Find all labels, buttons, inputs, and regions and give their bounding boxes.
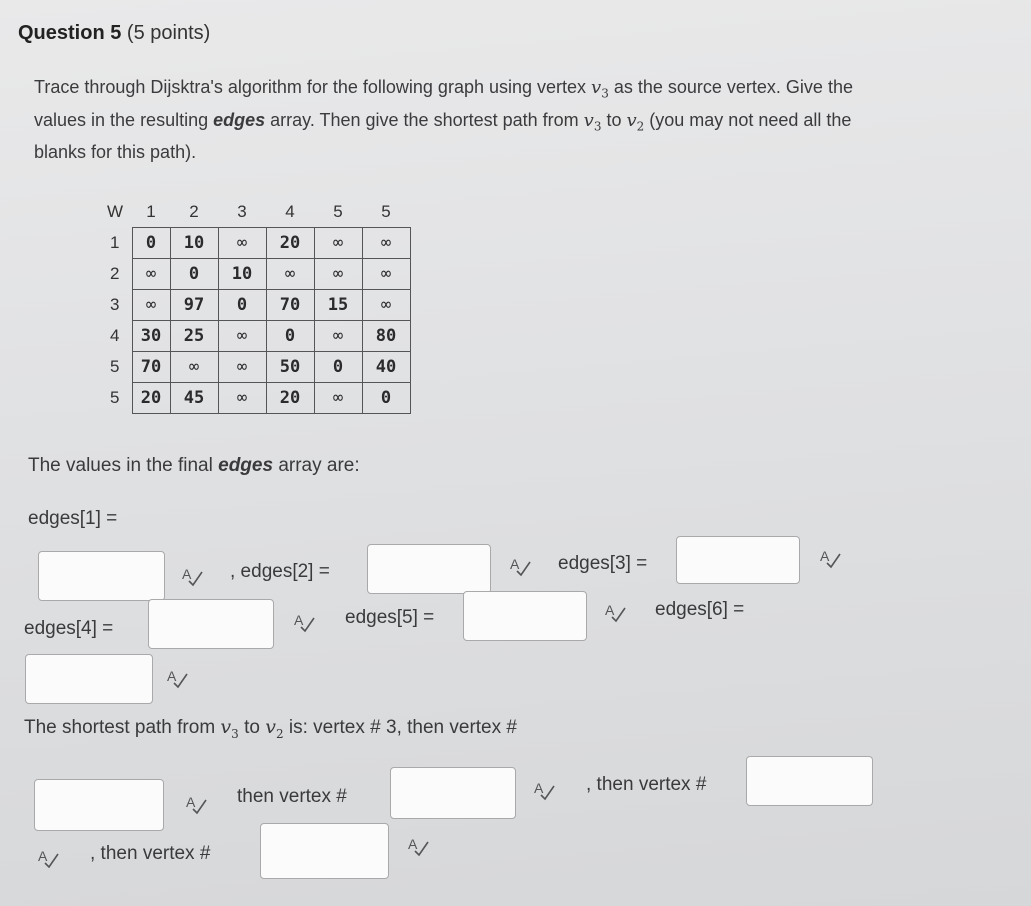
table-cell: ∞ xyxy=(314,259,362,290)
table-cell: ∞ xyxy=(218,352,266,383)
edges3-label: edges[3] = xyxy=(558,553,648,574)
prompt-text: (you may not need all the blanks for this path). xyxy=(34,109,852,163)
spellcheck-icon[interactable] xyxy=(165,666,189,690)
column-header: 4 xyxy=(285,202,295,221)
table-row xyxy=(98,228,410,259)
table-row xyxy=(98,383,410,414)
spellcheck-icon[interactable] xyxy=(532,778,556,802)
edges1-label: edges[1] = xyxy=(28,508,118,529)
edges6-input[interactable] xyxy=(25,654,153,704)
vertex-symbol: $v_3$ xyxy=(583,109,602,134)
column-header: 2 xyxy=(189,202,199,221)
table-row xyxy=(98,352,410,383)
question-prompt: Trace through Dijsktra's algorithm for the following graph using vertex $v_3$ as the source vertex. Give the values in the resulting edges array. Then give the shortest path from $v_3$ to $v_2$ (you may not need all the blanks for this path). xyxy=(34,77,853,163)
table-cell: 80 xyxy=(362,321,410,352)
table-cell: 70 xyxy=(132,352,170,383)
edges3-input[interactable] xyxy=(676,536,800,584)
svg-text:A: A xyxy=(820,548,830,564)
svg-text:A: A xyxy=(186,794,196,810)
table-cell: 25 xyxy=(170,321,218,352)
spellcheck-icon[interactable] xyxy=(406,834,430,858)
edges5-label: edges[5] = xyxy=(345,607,435,628)
table-cell: 0 xyxy=(314,352,362,383)
svg-text:A: A xyxy=(510,556,520,572)
table-cell: ∞ xyxy=(170,352,218,383)
question-points: (5 points) xyxy=(126,22,211,44)
table-cell: ∞ xyxy=(362,228,410,259)
svg-text:A: A xyxy=(294,612,304,628)
column-header: 5 xyxy=(333,202,343,221)
edges-heading: The values in the final edges array are: xyxy=(28,455,360,476)
table-cell: 70 xyxy=(266,290,314,321)
weight-table xyxy=(98,197,411,414)
edges2-label: , edges[2] = xyxy=(230,561,330,582)
row-header: 2 xyxy=(110,264,120,283)
spellcheck-icon[interactable] xyxy=(603,600,627,624)
svg-text:A: A xyxy=(38,848,48,864)
table-corner: W xyxy=(106,202,124,222)
column-header: 1 xyxy=(146,202,156,221)
spellcheck-icon[interactable] xyxy=(292,610,316,634)
svg-text:A: A xyxy=(408,836,418,852)
path-vertex-input-4[interactable] xyxy=(260,823,389,879)
row-header: 5 xyxy=(110,388,120,407)
table-cell: 10 xyxy=(218,259,266,290)
table-row xyxy=(98,321,410,352)
table-cell: 0 xyxy=(266,321,314,352)
path-prompt: The shortest path from $v_3$ to $v_2$ is: vertex # 3, then vertex # xyxy=(24,716,517,741)
row-header: 4 xyxy=(110,326,120,345)
path-vertex-input-2[interactable] xyxy=(390,767,516,819)
edges5-input[interactable] xyxy=(463,591,587,641)
table-cell: ∞ xyxy=(362,290,410,321)
question-title xyxy=(18,22,210,45)
spellcheck-icon[interactable] xyxy=(36,846,60,870)
table-cell: 45 xyxy=(170,383,218,414)
then-vertex-label: then vertex # xyxy=(237,786,347,807)
edges6-label: edges[6] = xyxy=(655,599,745,620)
vertex-symbol: $v_3$ xyxy=(591,77,609,101)
column-header: 3 xyxy=(237,202,247,221)
table-cell: 15 xyxy=(314,290,362,321)
table-cell: 30 xyxy=(132,321,170,352)
spellcheck-icon[interactable] xyxy=(508,554,532,578)
table-cell: ∞ xyxy=(218,228,266,259)
table-cell: 0 xyxy=(362,383,410,414)
column-header: 5 xyxy=(381,202,391,221)
spellcheck-icon[interactable] xyxy=(184,792,208,816)
edges4-label: edges[4] = xyxy=(24,618,114,639)
table-cell: 10 xyxy=(170,228,218,259)
table-cell: 0 xyxy=(132,228,170,259)
table-cell: ∞ xyxy=(218,383,266,414)
table-cell: ∞ xyxy=(266,259,314,290)
table-cell: 0 xyxy=(170,259,218,290)
table-cell: ∞ xyxy=(314,383,362,414)
table-cell: ∞ xyxy=(314,321,362,352)
table-cell: 40 xyxy=(362,352,410,383)
table-cell: ∞ xyxy=(132,290,170,321)
prompt-text: Trace through Dijsktra's algorithm for the following graph using vertex xyxy=(34,77,592,97)
prompt-text: array. Then give the shortest path from xyxy=(265,109,584,130)
prompt-text: as the source vertex. Give the values in the resulting xyxy=(34,77,853,130)
spellcheck-icon[interactable] xyxy=(818,546,842,570)
then-vertex-label: , then vertex # xyxy=(586,774,707,795)
edges2-input[interactable] xyxy=(367,544,491,594)
table-cell: 50 xyxy=(266,352,314,383)
edges4-input[interactable] xyxy=(148,599,274,649)
svg-text:A: A xyxy=(167,668,177,684)
edges-emphasis: edges xyxy=(213,109,266,130)
table-cell: ∞ xyxy=(314,228,362,259)
table-cell: 20 xyxy=(132,383,170,414)
table-cell: 20 xyxy=(266,383,314,414)
svg-text:A: A xyxy=(534,780,544,796)
vertex-symbol: $v_2$ xyxy=(626,109,645,134)
spellcheck-icon[interactable] xyxy=(180,564,204,588)
table-row xyxy=(98,290,410,321)
table-cell: 20 xyxy=(266,228,314,259)
svg-text:A: A xyxy=(182,566,192,582)
table-row xyxy=(98,259,410,290)
svg-text:A: A xyxy=(605,602,615,618)
row-header: 5 xyxy=(110,357,120,376)
path-vertex-input-3[interactable] xyxy=(746,756,873,806)
row-header: 3 xyxy=(110,295,120,314)
row-header: 1 xyxy=(110,233,120,252)
table-cell: 97 xyxy=(170,290,218,321)
table-cell: ∞ xyxy=(362,259,410,290)
edges1-input[interactable] xyxy=(38,551,165,601)
table-cell: 0 xyxy=(218,290,266,321)
question-number: Question 5 xyxy=(18,22,122,44)
path-vertex-input-1[interactable] xyxy=(34,779,164,831)
then-vertex-label: , then vertex # xyxy=(90,843,211,864)
table-cell: ∞ xyxy=(132,259,170,290)
table-cell: ∞ xyxy=(218,321,266,352)
